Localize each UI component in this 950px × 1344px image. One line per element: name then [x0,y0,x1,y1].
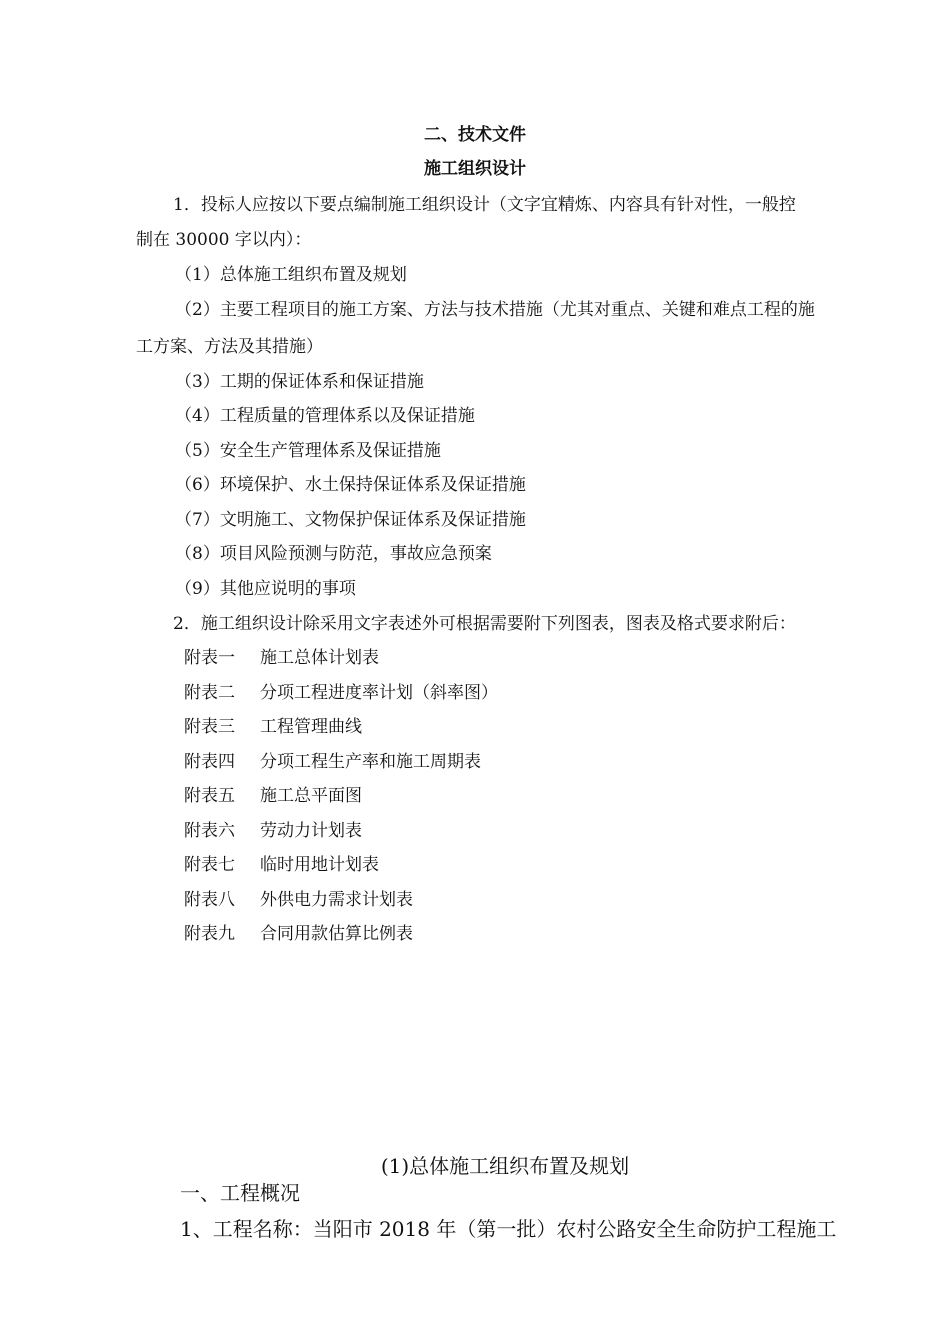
appendix-title: 分项工程进度率计划（斜率图） [260,683,498,703]
section-title: 二、技术文件 [424,125,526,145]
appendix-label: 附表一 [184,648,235,668]
appendix-title: 施工总平面图 [260,786,362,806]
list-item: （9）其他应说明的事项 [175,579,356,599]
appendix-label: 附表七 [184,855,235,875]
appendix-item [184,854,379,876]
overview-heading: 一、工程概况 [180,1181,300,1205]
appendix-title: 临时用地计划表 [260,855,379,875]
list-item: （5）安全生产管理体系及保证措施 [175,441,441,461]
appendix-label: 附表四 [184,752,235,772]
appendix-item [184,682,498,704]
requirement-1-line-1: 1．投标人应按以下要点编制施工组织设计（文字宜精炼、内容具有针对性，一般控 [173,195,796,215]
requirement-2: 2．施工组织设计除采用文字表述外可根据需要附下列图表，图表及格式要求附后： [173,614,796,634]
appendix-title: 合同用款估算比例表 [260,924,413,944]
list-item: （4）工程质量的管理体系以及保证措施 [175,406,475,426]
appendix-item [184,716,362,738]
appendix-item [184,889,413,911]
appendix-item [184,647,379,669]
appendix-label: 附表九 [184,924,235,944]
appendix-label: 附表八 [184,890,235,910]
list-item: （8）项目风险预测与防范，事故应急预案 [175,544,492,564]
list-item: （2）主要工程项目的施工方案、方法与技术措施（尤其对重点、关键和难点工程的施 [175,300,815,320]
list-item: （6）环境保护、水土保持保证体系及保证措施 [175,475,526,495]
appendix-label: 附表六 [184,821,235,841]
list-item: （1）总体施工组织布置及规划 [175,265,407,285]
appendix-label: 附表三 [184,717,235,737]
appendix-title: 劳动力计划表 [260,821,362,841]
subtitle: 施工组织设计 [424,159,526,179]
project-name-line: 1、工程名称：当阳市 2018 年（第一批）农村公路安全生命防护工程施工 [180,1217,837,1241]
appendix-label: 附表五 [184,786,235,806]
list-item: （3）工期的保证体系和保证措施 [175,372,424,392]
appendix-title: 工程管理曲线 [260,717,362,737]
list-item: （7）文明施工、文物保护保证体系及保证措施 [175,510,526,530]
appendix-item [184,785,362,807]
requirement-1-line-2: 制在 30000 字以内）： [136,230,312,250]
appendix-label: 附表二 [184,683,235,703]
part-1-heading: (1)总体施工组织布置及规划 [380,1154,630,1178]
appendix-title: 外供电力需求计划表 [260,890,413,910]
appendix-item [184,820,362,842]
appendix-title: 施工总体计划表 [260,648,379,668]
appendix-title: 分项工程生产率和施工周期表 [260,752,481,772]
list-item: 工方案、方法及其措施） [136,337,323,357]
appendix-item [184,751,481,773]
appendix-item [184,923,413,945]
